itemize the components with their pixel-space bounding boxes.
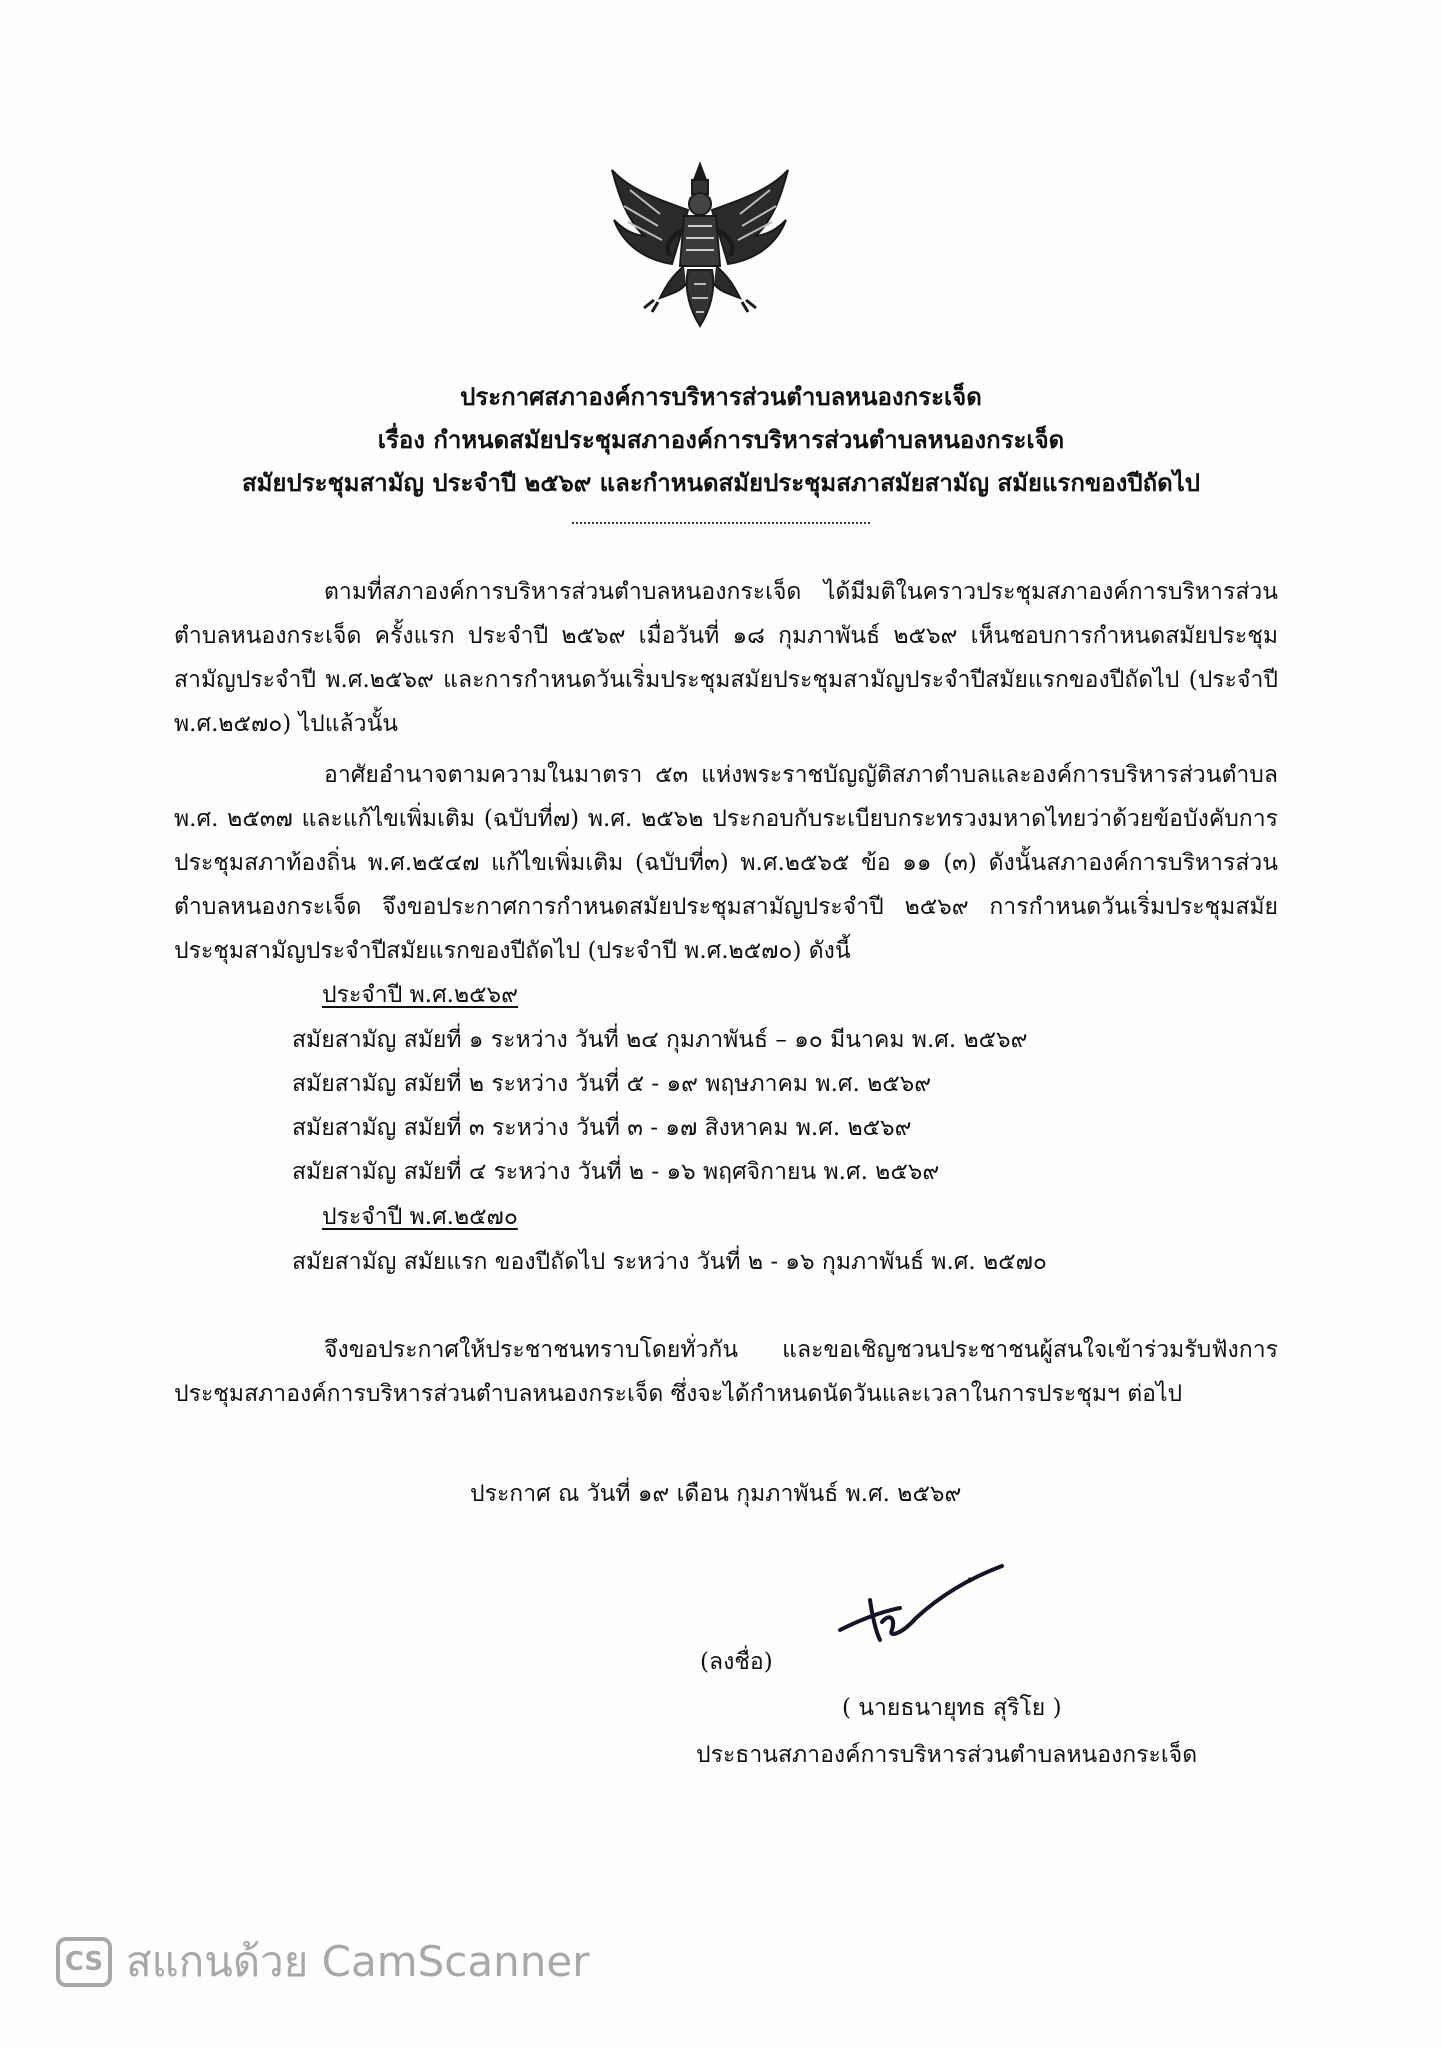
schedule-2570-heading: ประจำปี พ.ศ.๒๕๗๐ bbox=[322, 1204, 518, 1230]
document-subject: เรื่อง กำหนดสมัยประชุมสภาองค์การบริหารส่วนตำบลหนองกระเจ็ด bbox=[377, 425, 1065, 454]
sign-label: (ลงชื่อ) bbox=[700, 1649, 773, 1675]
document-subject-line2: สมัยประชุมสามัญ ประจำปี ๒๕๖๙ และกำหนดสมัยประชุมสภาสมัยสามัญ สมัยแรกของปีถัดไป bbox=[241, 468, 1201, 497]
camscanner-watermark bbox=[56, 1932, 589, 1992]
announce-date: ประกาศ ณ วันที่ ๑๙ เดือน กุมภาพันธ์ พ.ศ. ๒๕๖๙ bbox=[470, 1481, 962, 1507]
document-title: ประกาศสภาองค์การบริหารส่วนตำบลหนองกระเจ็ด bbox=[460, 382, 982, 411]
signer-name: ( นายธนายุทธ สุริโย ) bbox=[842, 1695, 1062, 1721]
schedule-2569-heading: ประจำปี พ.ศ.๒๕๖๙ bbox=[322, 982, 519, 1008]
body-paragraph-2-text: อาศัยอำนาจตามความในมาตรา ๕๓ แห่งพระราชบัญญัติสภาตำบลและองค์การบริหารส่วนตำบล พ.ศ. ๒๕๓๗ และแก้ไขเพิ่มเติม (ฉบับที่๗) พ.ศ. ๒๕๖๒ ประกอบกับระเบียบกระทรวงมหาดไทยว่าด้วยข้อบังคับการประชุมสภาท้องถิ่น พ.ศ.๒๕๔๗ แก้ไขเพิ่มเติม (ฉบับที่๓) พ.ศ.๒๕๖๕ ข้อ ๑๑ (๓) ดังนั้นสภาองค์การบริหารส่วนตำบลหนองกระเจ็ด จึงขอประกาศการกำหนดสมัยประชุมสามัญประจำปี ๒๕๖๙ การกำหนดวันเริ่มประชุมสมัยประชุมสามัญประจำปีสมัยแรกของปีถัดไป (ประจำปี พ.ศ.๒๕๗๐) ดังนี้ bbox=[174, 762, 1278, 964]
closing-paragraph bbox=[174, 1328, 1278, 1416]
body-paragraph-2 bbox=[174, 753, 1278, 973]
signer-position: ประธานสภาองค์การบริหารส่วนตำบลหนองกระเจ็ด bbox=[696, 1742, 1198, 1768]
body-paragraph-1-text: ตามที่สภาองค์การบริหารส่วนตำบลหนองกระเจ็ด ได้มีมติในคราวประชุมสภาองค์การบริหารส่วนตำบลหนองกระเจ็ด ครั้งแรก ประจำปี ๒๕๖๙ เมื่อวันที่ ๑๘ กุมภาพันธ์ ๒๕๖๙ เห็นชอบการกำหนดสมัยประชุมสามัญประจำปี พ.ศ.๒๕๖๙ และการกำหนดวันเริ่มประชุมสมัยประชุมสามัญประจำปีสมัยแรกของปีถัดไป (ประจำปี พ.ศ.๒๕๗๐) ไปแล้วนั้น bbox=[174, 579, 1278, 737]
camscanner-logo-icon: CS bbox=[56, 1937, 112, 1987]
session-item: สมัยสามัญ สมัยแรก ของปีถัดไป ระหว่าง วันที่ ๒ - ๑๖ กุมภาพันธ์ พ.ศ. ๒๕๗๐ bbox=[292, 1249, 1047, 1275]
session-item: สมัยสามัญ สมัยที่ ๒ ระหว่าง วันที่ ๕ - ๑๙ พฤษภาคม พ.ศ. ๒๕๖๙ bbox=[292, 1071, 932, 1097]
garuda-emblem-icon bbox=[600, 160, 800, 330]
handwritten-signature bbox=[830, 1560, 1010, 1660]
session-item: สมัยสามัญ สมัยที่ ๓ ระหว่าง วันที่ ๓ - ๑๗ สิงหาคม พ.ศ. ๒๕๖๙ bbox=[292, 1115, 912, 1141]
body-paragraph-1 bbox=[174, 570, 1278, 746]
closing-paragraph-text: จึงขอประกาศให้ประชาชนทราบโดยทั่วกัน และขอเชิญชวนประชาชนผู้สนใจเข้าร่วมรับฟังการประชุมสภาองค์การบริหารส่วนตำบลหนองกระเจ็ด ซึ่งจะได้กำหนดนัดวันและเวลาในการประชุมฯ ต่อไป bbox=[174, 1337, 1278, 1407]
camscanner-text: สแกนด้วย CamScanner bbox=[126, 1937, 590, 1986]
session-item: สมัยสามัญ สมัยที่ ๔ ระหว่าง วันที่ ๒ - ๑๖ พฤศจิกายน พ.ศ. ๒๕๖๙ bbox=[292, 1159, 940, 1185]
dotted-divider bbox=[572, 522, 870, 524]
session-item: สมัยสามัญ สมัยที่ ๑ ระหว่าง วันที่ ๒๔ กุมภาพันธ์ – ๑๐ มีนาคม พ.ศ. ๒๕๖๙ bbox=[292, 1027, 1028, 1053]
